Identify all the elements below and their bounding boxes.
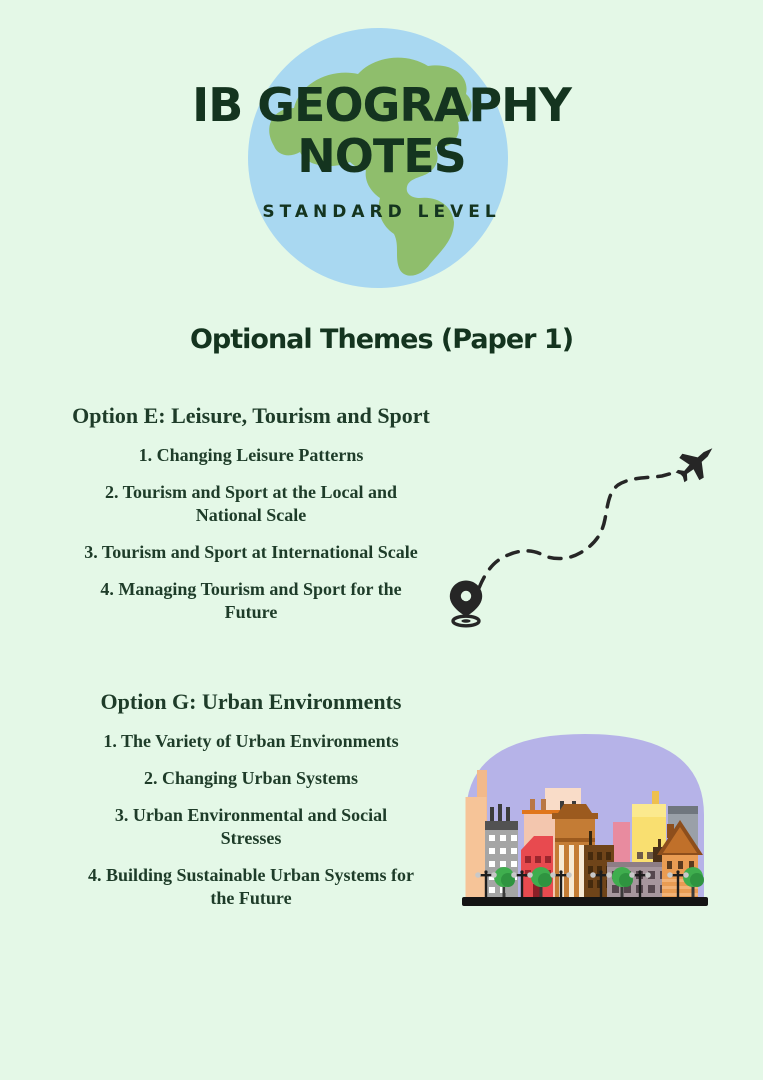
city-illustration [458, 726, 710, 910]
list-item: 2. Tourism and Sport at the Local and National Scale [104, 482, 398, 525]
section-option-g [45, 688, 457, 924]
location-pin-icon [450, 581, 482, 626]
travel-illustration [445, 438, 725, 638]
poster-title-line2: NOTES [297, 129, 466, 183]
list-item: 2. Changing Urban Systems [143, 768, 359, 788]
list-item: 4. Managing Tourism and Sport for the Future [100, 579, 402, 622]
list-item: 4. Building Sustainable Urban Systems for the Future [87, 865, 415, 908]
airplane-icon [669, 438, 723, 489]
section-option-e [45, 402, 457, 638]
page-heading: Optional Themes (Paper 1) [189, 324, 574, 355]
flight-path [479, 473, 673, 588]
section-heading: Option E: Leisure, Tourism and Sport [72, 403, 430, 428]
city-ground [462, 897, 708, 906]
list-item: 3. Urban Environmental and Social Stresses [114, 805, 388, 848]
poster-title-line1: IB GEOGRAPHY [192, 78, 571, 132]
list-item: 1. The Variety of Urban Environments [103, 731, 399, 751]
list-item: 1. Changing Leisure Patterns [138, 445, 364, 465]
section-heading: Option G: Urban Environments [100, 689, 402, 714]
list-item: 3. Tourism and Sport at International Scale [84, 542, 418, 562]
poster-subtitle: STANDARD LEVEL [262, 202, 501, 222]
